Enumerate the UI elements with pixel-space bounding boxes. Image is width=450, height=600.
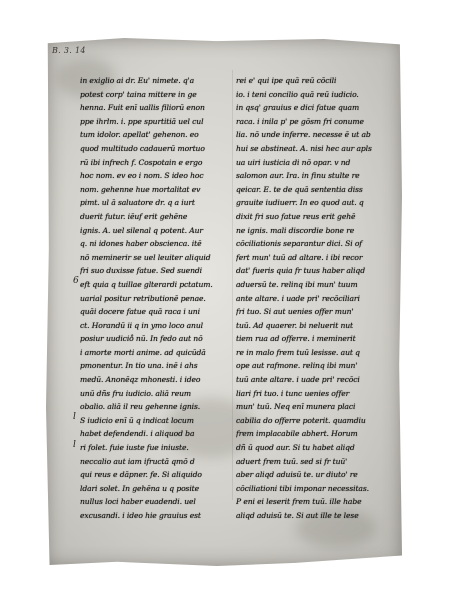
text-line: P eni ei leserit frem tuū. ille habe [236,497,362,507]
right-text-column [236,74,384,523]
text-line: pimt. ul ā saluatore dr. q a iurt [80,198,195,208]
left-text-column [80,74,228,523]
text-line: aduert frem tuū. sed si fr tuū' [236,456,348,466]
text-line: medū. Anonēqz mhonesti. i ideo [80,375,201,385]
text-line: potest corp' taina mittere in ge [80,89,197,99]
text-line: henna. Fuit enī uallis filiorū enon [80,103,205,113]
text-line: posiur uudicio̊ nū. In fedo aut nō [80,334,203,344]
text-line: mun' tuū. Neq enī munera placi [236,402,356,412]
text-line: ante altare. i uade pri' recōciliari [236,293,360,303]
text-line: hoc nom. ev eo i nom. S ideo hoc [80,171,204,181]
margin-mark: l [73,412,76,422]
text-line: cōciliationi tibi imponar necessitas. [236,483,369,493]
text-line: tuū. Ad quaerer. bi neluerit nut [236,320,353,330]
text-line: qeicar. E. te de quā sententia diss [236,184,363,194]
text-line: nō meminerir se uel leuiter aliquid [80,252,211,262]
text-line: nom. gehenne hue mortalitat ev [80,184,201,194]
text-line: ua uiri iusticia di nō opar. v nd [236,157,351,167]
text-line: re in malo frem tuū lesisse. aut q [236,347,360,357]
text-line: dat' fueris quia fr tuus haber aliqd [236,266,365,276]
text-line: lia. nō unde inferre. necesse ē ut ab [236,130,371,140]
text-line: pmonentur. In tio una. inē i ahs [80,361,198,371]
text-line: aliqd aduisū te. Si aut ille te lese [236,511,359,520]
text-line: habet defendendi. i aliquod ba [80,429,195,439]
text-line: frem implacabile abhert. Horum [236,429,358,439]
text-line: uarial positur retributionē penae. [80,293,206,303]
text-line: aduersū te. relinq ibi mun' tuum [236,279,358,289]
text-line: raca. i inila p' pe gōsm fri conume [236,116,364,126]
text-line: neccalio aut iam ifructā qmō d [80,456,195,466]
column-divider [232,70,233,500]
text-line: salomon aur. Ira. in finu stulte re [236,171,360,181]
text-line: ignis. A. uel silenal q potent. Aur [80,225,203,235]
text-line: io. i teni concilio quā reū iudicio. [236,89,359,99]
text-line: excusandi. i ideo hie grauius est [80,511,201,520]
text-line: fri tuo. Si aut uenies offer mun' [236,307,354,317]
text-line: cōciliationis separantur dici. Si of [236,239,363,249]
text-line: obalio. aliā il reu gehenne ignis. [80,402,201,412]
margin-mark: l [73,440,76,450]
margin-mark: 6 [73,276,79,286]
text-line: fert mun' tuū ad altare. i ibi recor [236,252,363,262]
text-line: liari fri tuo. i tunc uenies offer [236,388,350,398]
text-line: in qsq' grauius e dici fatue quam [236,103,360,113]
text-line: ope aut rafmone. relinq ibi mun' [236,361,358,371]
text-line: tiem rua ad offerre. i meminerit [236,334,356,344]
text-line: eft quia q tuillae glterardi pctatum. [80,279,213,289]
text-line: ct. Horandū ii q in ymo loco anul [80,320,203,330]
text-line: cabilia do offerre poterit. quamdiu [236,415,366,425]
text-line: quāi docere fatue quā raca i uni [80,307,200,317]
text-line: ldari solet. In gehēna u q posite [80,483,200,493]
text-line: ri folet. fuie iuste fue iniuste. [80,443,189,453]
text-line: tum idolor. apellat' gehenon. eo [80,130,199,140]
text-line: grauite iudiuerr. In eo quod aut. q [236,198,364,208]
text-line: q. ni idones haber obscienca. itē [80,239,202,249]
text-line: qui reus e dāpner. fe. Si aliquido [80,470,202,480]
text-line: hui se abstineat. A. nisi hec aur apls [236,143,372,153]
text-line: S iudicio enī ū q indicat locum [80,415,194,425]
text-line: quod multitudo cadauerū mortuo [80,143,205,153]
text-line: tuū ante altare. i uade pri' recōci [236,375,360,385]
text-line: ppe ihrlm. i. ppe spurtitiā uel cul [80,116,204,126]
text-line: in exiglio ai dr. Eu' nimete. q'a [80,76,194,85]
text-line: unū dñs fru iudicio. aliā reum [80,388,191,398]
text-line: dñ ū quod aur. Si tu habet aliqd [236,443,355,453]
text-line: rei e' qui ipe quā reū cōcili [236,76,337,85]
shelfmark: B. 3. 14 [52,46,86,55]
text-line: ne ignis. mali discordie bone re [236,225,355,235]
text-line: nullus loci haber euadendi. uel [80,497,196,507]
text-line: aber aliqd aduisū te. ur diuto' re [236,470,358,480]
text-line: dixit fri suo fatue reus erit gehē [236,211,356,221]
text-line: rū ibi infrech f. Cospotain e ergo [80,157,203,167]
text-line: fri suo duxisse fatue. Sed suendi [80,266,202,276]
text-line: i amorte morti anime. ad quicūdā [80,347,206,357]
text-line: duerit futur. iēuf erit gehēne [80,211,188,221]
